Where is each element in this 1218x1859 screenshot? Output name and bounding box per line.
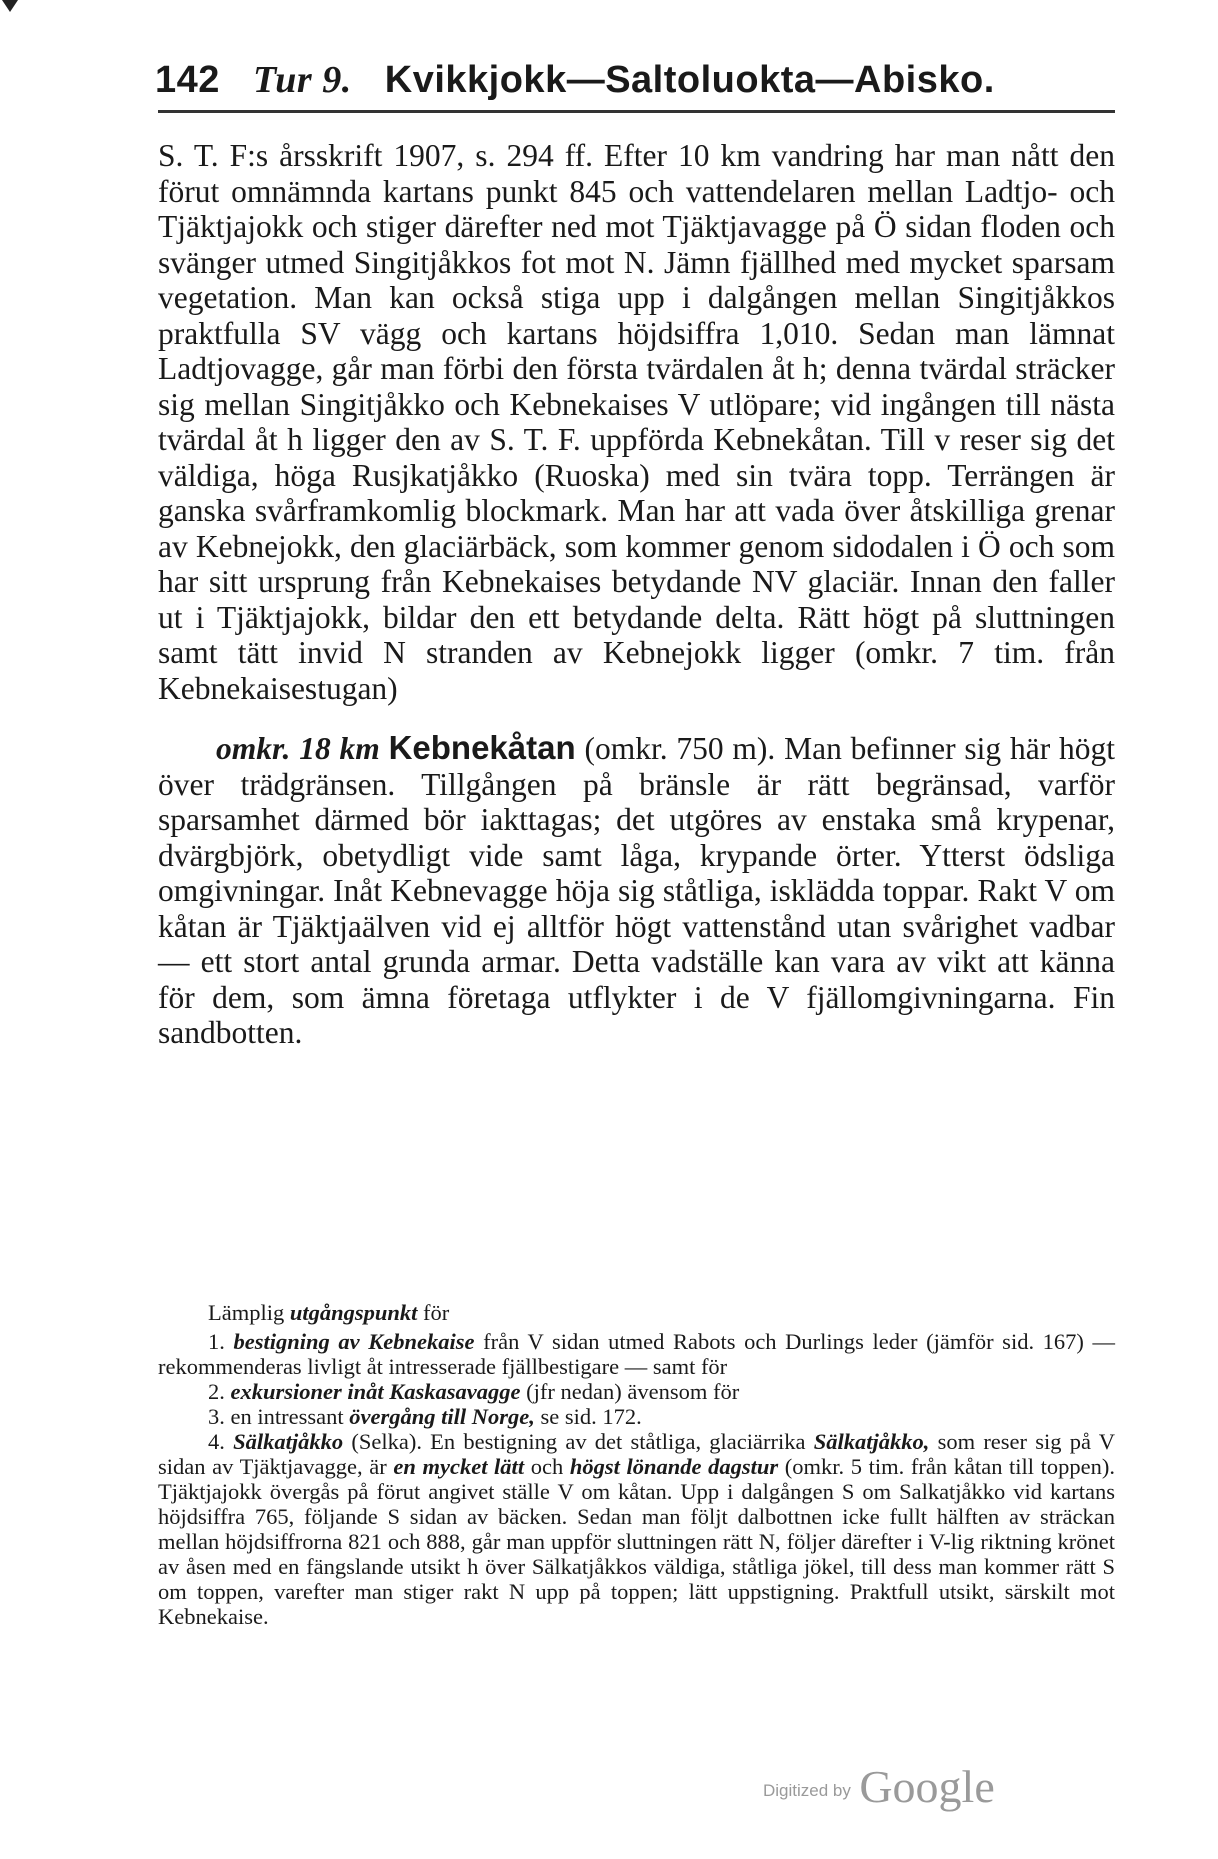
list-item [158, 1404, 1115, 1429]
page-number: 142 [155, 59, 220, 101]
item-number: 1. [208, 1329, 225, 1354]
list-item [158, 1329, 1115, 1379]
running-header [155, 58, 1115, 102]
item-italic: exkursioner inåt Kaskasavagge [230, 1379, 521, 1404]
item-text: en intressant [230, 1404, 344, 1429]
intro-for: för [423, 1300, 450, 1325]
suitable-section [158, 1300, 1115, 1629]
item-number: 4. [208, 1429, 225, 1454]
item-text: (jfr nedan) ävensom för [526, 1379, 740, 1404]
item-italic: övergång till Norge, [349, 1404, 535, 1429]
list-item [158, 1429, 1115, 1629]
tour-label: Tur 9. [252, 59, 352, 101]
digitized-watermark [763, 1760, 995, 1813]
item-text: och [530, 1454, 564, 1479]
intro-italic: utgångspunkt [289, 1300, 418, 1325]
route-title: Kvikkjokk—Saltoluokta—Abisko. [384, 59, 995, 101]
item-italic: högst lönande dagstur [569, 1454, 779, 1479]
paragraph-kebnekatan [158, 730, 1115, 1051]
watermark-prefix: Digitized by [763, 1781, 851, 1800]
item-italic: bestigning av Kebnekaise [233, 1329, 475, 1354]
item-text: (omkr. 5 tim. från kåtan till toppen). Tjäktjajokk övergås på förut angivet ställe V om kåtan. Upp i dalgången S om Salkatjåkko vid kartans höjdsiffra 765, följande S sidan av bäcken. Sedan man följt dalbottnen icke fullt hälften av sträckan mellan höjdsiffrorna 821 och 888, går man uppför sluttningen rätt N, följer därefter i V-lig riktning krönet av åsen med en fängslande utsikt h över Sälkatjåkkos väldiga, ståtliga jökel, till dess man kommer rätt S om toppen, varefter man stiger rakt N upp på toppen; lätt uppstigning. Praktfull utsikt, särskilt mot Kebnekaise. [158, 1454, 1116, 1629]
item-text: som reser sig på V sidan av Tjäktjavagge, är [158, 1429, 1116, 1479]
item-text: (Selka). En bestigning av det ståtliga, glaciärrika [351, 1429, 806, 1454]
main-text [158, 138, 1115, 1051]
corner-mark [2, 0, 18, 12]
header-rule [158, 110, 1115, 113]
suitable-intro [158, 1300, 1115, 1325]
paragraph-route: S. T. F:s årsskrift 1907, s. 294 ff. Efter 10 km vandring har man nått den förut omnämnda kartans punkt 845 och vattendelaren mellan Ladtjo- och Tjäktjajokk och stiger därefter ned mot Tjäktjavagge på Ö sidan floden och svänger utmed Singitjåkkos fot mot N. Jämn fjällhed med mycket sparsam vegetation. Man kan också stiga upp i dalgången mellan Singitjåkkos praktfulla SV vägg och kartans höjdsiffra 1,010. Sedan man lämnat Ladtjovagge, går man förbi den första tvärdalen åt h; denna tvärdal sträcker sig mellan Singitjåkko och Kebnekaises V utlöpare; vid ingången till nästa tvärdal åt h ligger den av S. T. F. uppförda Kebnekåtan. Till v reser sig det väldiga, höga Rusjkatjåkko (Ruoska) med sin tvära topp. Terrängen är ganska svårframkomlig blockmark. Man har att vada över åtskilliga grenar av Kebnejokk, den glaciärbäck, som kommer genom sidodalen i Ö och som har sitt ursprung från Kebnekaises betydande NV glaciär. Innan den faller ut i Tjäktjajokk, bildar den ett betydande delta. Rätt högt på sluttningen samt tätt invid N stranden av Kebnejokk ligger (omkr. 7 tim. från Kebnekaisestugan) [158, 138, 1115, 706]
item-italic: en mycket lätt [393, 1454, 525, 1479]
list-item [158, 1379, 1115, 1404]
paragraph-kebnekatan-text: (omkr. 750 m). Man befinner sig här högt över trädgränsen. Tillgången på bränsle är rätt begränsad, varför sparsamhet därmed bör iakttagas; det utgöres av enstaka små krypenar, dvärgbjörk, obetydligt vide samt låga, krypande örter. Ytterst ödsliga omgivningar. Inåt Kebnevagge höja sig ståtliga, isklädda toppar. Rakt V om kåtan är Tjäktjaälven vid ej alltför högt vattenstånd utan svårighet vadbar — ett stort antal grunda armar. Detta vadställe kan vara av vikt att känna för dem, som ämna företaga utflykter i de V fjällomgivningarna. Fin sandbotten. [158, 731, 1116, 1050]
place-name: Kebnekåtan [388, 729, 576, 766]
item-text: från V sidan utmed Rabots och Durlings leder (jämför sid. 167) — rekommenderas livligt åt intresserade fjällbestigare — samt för [158, 1329, 1116, 1379]
item-number: 2. [208, 1379, 225, 1404]
item-italic: Sälkatjåkko, [813, 1429, 930, 1454]
google-logo: Google [859, 1761, 995, 1812]
item-number: 3. [208, 1404, 225, 1429]
item-italic: Sälkatjåkko [233, 1429, 344, 1454]
intro-word: Lämplig [208, 1300, 285, 1325]
distance: omkr. 18 km [216, 731, 380, 766]
item-text: se sid. 172. [540, 1404, 642, 1429]
